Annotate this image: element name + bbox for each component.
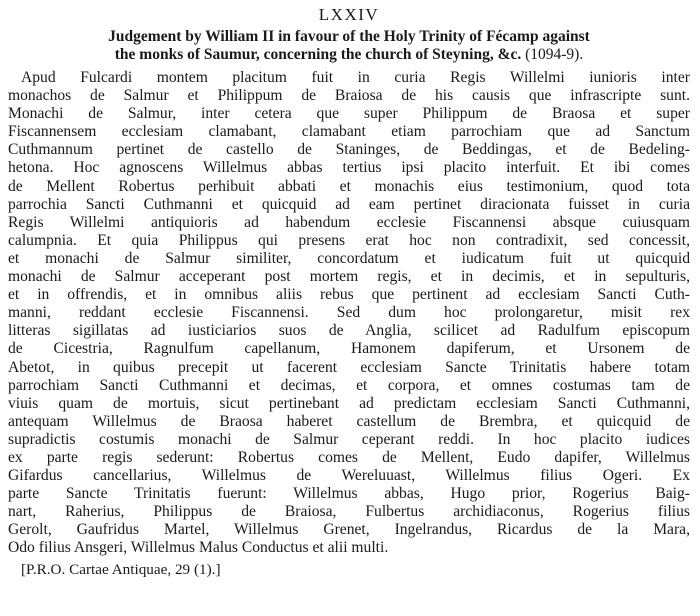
text-line: et monachi de Salmur similiter, concordatum et iudicatum fuit ut quicquid (8, 249, 690, 267)
text-line: Monachi de Salmur, inter cetera que super Philippum de Braosa et super (8, 105, 690, 123)
text-line: Cuthmannum pertinet de castello de Staninges, de Beddingas, et de Bedeling- (8, 141, 690, 159)
heading-line: Judgement by William II in favour of the Holy Trinity of Fécamp against (108, 28, 590, 45)
text-line: de Mellent Robertus perhibuit abbati et monachis eius testimonium, quod tota (8, 177, 690, 195)
text-line: litteras sigillatas ad iusticiarios suos de Anglia, scilicet ad Radulfum episcopum (8, 322, 690, 340)
text-line: nart, Raherius, Philippus de Braiosa, Fulbertus archidiaconus, Rogerius filius (8, 503, 690, 521)
text-line: Odo filius Ansgeri, Willelmus Malus Conductus et alii multi. (8, 539, 389, 557)
charter-date: (1094-9). (525, 46, 584, 63)
charter-number: LXXIV (318, 5, 380, 24)
text-line: monachi de Salmur acceperant post mortem regis, et in decimis, et in sepulturis, (8, 268, 690, 286)
text-line: monachos de Salmur et Philippum de Braiosa de his causis que infrascripte sunt. (8, 87, 690, 105)
heading-line: the monks of Saumur, concerning the church of Steyning, &c. (114, 46, 522, 63)
text-line: parrochia Sancti Cuthmanni et quicquid ad eam pertinet diracionata fuisset in curia (8, 195, 690, 213)
text-line: parte Sancte Trinitatis fuerunt: Willelmus abbas, Hugo prior, Rogerius Baig- (8, 485, 690, 503)
text-line: de Cicestria, Ragnulfum capellanum, Hamonem dapiferum, et Ursonem de (8, 340, 690, 358)
charter-page (8, 4, 690, 579)
text-line: hetona. Hoc agnoscens Willelmus abbas tertius ipsi placito interfuit. Et ibi comes (8, 159, 690, 177)
text-line: viuis quam de mortuis, sicut pertinebant ad predictam ecclesiam Sancti Cuthmanni, (8, 394, 690, 412)
text-line: antequam Willelmus de Braosa haberet castellum de Brembra, et quicquid de (8, 412, 690, 430)
text-line: Gerolt, Gaufridus Martel, Willelmus Grenet, Ingelrandus, Ricardus de la Mara, (8, 521, 690, 539)
text-line: calumpnia. Et quia Philippus qui presens erat hoc non contradixit, sed concessit, (8, 231, 690, 249)
text-line: parrochiam Sancti Cuthmanni et decimas, et corpora, et omnes costumas tam de (8, 376, 690, 394)
text-line: supradictis costumis monachi de Salmur ceperant reddi. In hoc placito iudices (8, 430, 690, 448)
text-line: Fiscannensem ecclesiam clamabant, clamabant etiam parrochiam que ad Sanctum (8, 123, 690, 141)
text-line: ex parte regis sederunt: Robertus comes de Mellent, Eudo dapifer, Willelmus (8, 448, 690, 466)
charter-heading (8, 28, 690, 64)
text-line: Gifardus cancellarius, Willelmus de Wereluuast, Willelmus filius Ogeri. Ex (8, 467, 690, 485)
charter-text (8, 69, 690, 558)
text-line: Abetot, in quibus precepit ut facerent ecclesiam Sancte Trinitatis habere totam (8, 358, 690, 376)
text-line: Apud Fulcardi montem placitum fuit in curia Regis Willelmi iunioris inter (21, 69, 690, 86)
text-line: et in offrendis, et in omnibus aliis rebus que pertinent ad ecclesiam Sancti Cuth- (8, 286, 690, 304)
heading-line-with-date (8, 46, 690, 64)
text-line: Regis Willelmi antiquioris ad habendum ecclesie Fiscannensi absque cuiusquam (8, 213, 690, 231)
source-citation: [P.R.O. Cartae Antiquae, 29 (1).] (21, 560, 221, 578)
text-line: manni, reddant ecclesie Fiscannensi. Sed dum hoc prolongaretur, misit rex (8, 304, 690, 322)
